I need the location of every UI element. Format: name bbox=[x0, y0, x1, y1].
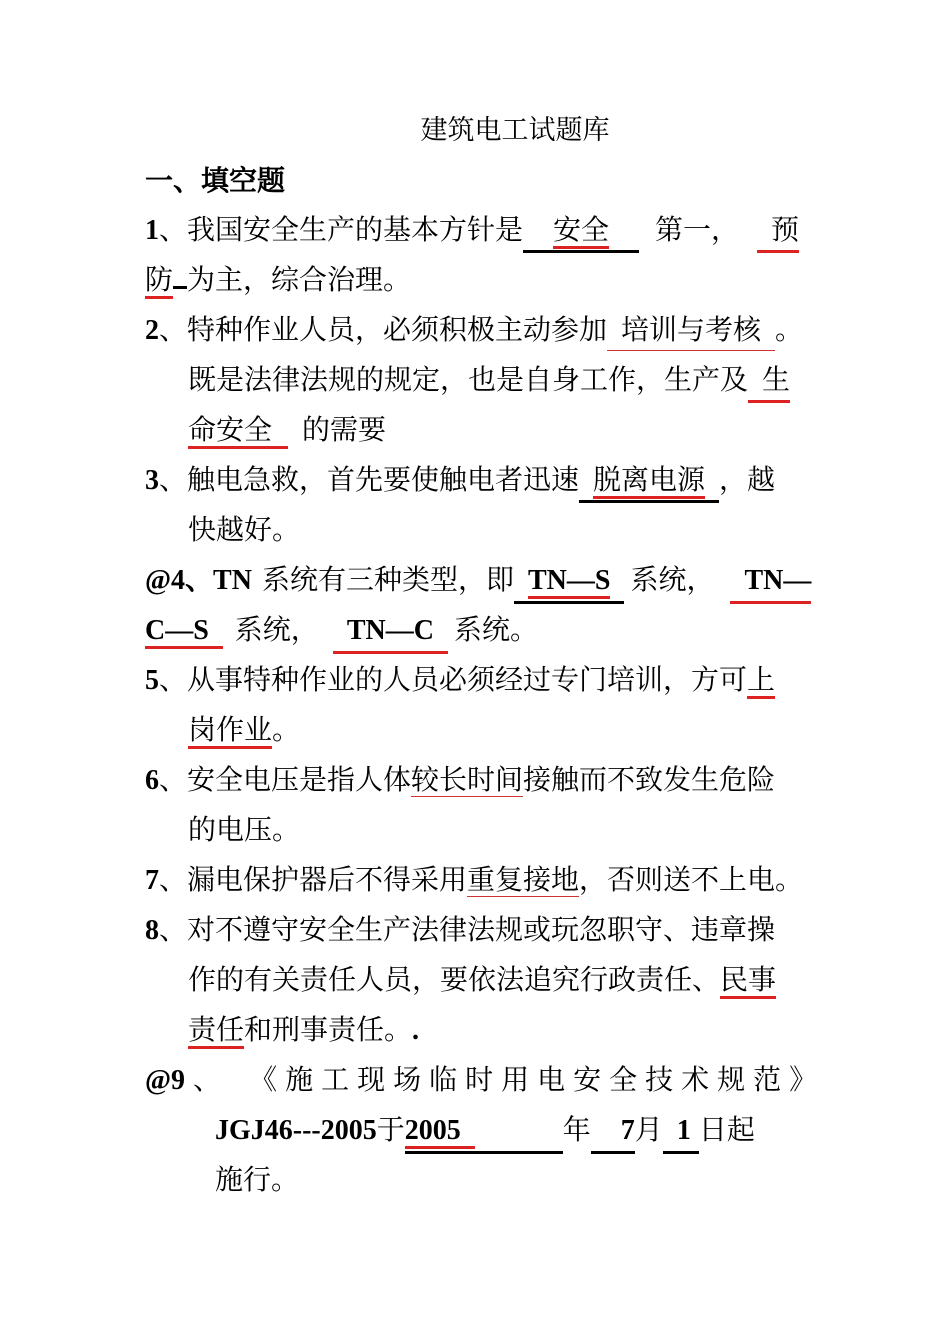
answer-text: 生 bbox=[748, 360, 790, 403]
answer-text: 民事 bbox=[720, 963, 776, 999]
question-text: 、TN bbox=[185, 565, 252, 596]
question-4-line-1 bbox=[145, 560, 811, 604]
answer-text: 防 bbox=[145, 263, 173, 299]
question-6-line-1 bbox=[145, 760, 775, 801]
answer-text: 培训与考核 bbox=[607, 310, 775, 351]
question-text: 、我国安全生产的基本方针是 bbox=[159, 213, 524, 246]
question-number: 6 bbox=[145, 765, 159, 796]
question-text: 的电压。 bbox=[188, 813, 301, 846]
answer-text: 安全 bbox=[553, 213, 609, 249]
question-text: 。 bbox=[775, 313, 804, 346]
answer-text: 命安全 bbox=[188, 413, 288, 449]
answer-text: 上 bbox=[747, 663, 775, 699]
question-text: ，否则送不上电。 bbox=[579, 863, 804, 896]
regulation-code: JGJ46---2005 bbox=[215, 1115, 377, 1146]
question-2-line-1 bbox=[145, 310, 803, 351]
question-text: 第一， bbox=[655, 213, 740, 246]
question-text: 和刑事责任。 bbox=[244, 1013, 413, 1046]
section-heading: 一、填空题 bbox=[145, 164, 286, 197]
question-number: 2 bbox=[145, 315, 159, 346]
question-3-line-2 bbox=[188, 510, 300, 550]
answer-text: 岗作业 bbox=[188, 713, 272, 749]
answer-text: TN— bbox=[730, 561, 811, 604]
question-text: 于 bbox=[376, 1113, 405, 1146]
question-text: 系统。 bbox=[453, 613, 538, 646]
question-text: 系统， bbox=[630, 563, 715, 596]
question-number: 5 bbox=[145, 665, 159, 696]
answer-blank bbox=[579, 460, 719, 503]
answer-text: 脱离电源 bbox=[593, 463, 705, 499]
question-number: @9 bbox=[145, 1065, 186, 1096]
answer-blank bbox=[405, 1111, 563, 1154]
question-9-line-3 bbox=[215, 1160, 299, 1200]
answer-text: 责任 bbox=[188, 1013, 244, 1049]
answer-blank bbox=[514, 561, 624, 604]
answer-text: 较长时间 bbox=[411, 763, 524, 796]
question-6-line-2 bbox=[188, 810, 300, 850]
document-title: 建筑电工试题库 bbox=[420, 115, 610, 146]
question-number: 7 bbox=[145, 865, 159, 896]
question-text: 系统， bbox=[234, 613, 319, 646]
question-text: 既是法律法规的规定，也是自身工作，生产及 bbox=[188, 363, 749, 396]
question-text: . bbox=[412, 1015, 420, 1046]
question-7-line-1 bbox=[145, 860, 803, 901]
question-text: 、安全电压是指人体 bbox=[159, 763, 412, 796]
question-8-line-2 bbox=[188, 960, 776, 1000]
question-5-line-1 bbox=[145, 660, 775, 701]
question-9-line-2 bbox=[215, 1110, 755, 1154]
question-text: 的需要 bbox=[302, 413, 387, 446]
answer-text: TN—C bbox=[333, 611, 448, 654]
question-text: 、特种作业人员，必须积极主动参加 bbox=[159, 313, 608, 346]
question-text: ，越 bbox=[719, 463, 776, 496]
answer-text: C—S bbox=[145, 615, 223, 649]
question-text: 、触电急救，首先要使触电者迅速 bbox=[159, 463, 580, 496]
question-text: 作的有关责任人员，要依法追究行政责任、 bbox=[188, 963, 721, 996]
question-text: 快越好。 bbox=[188, 513, 301, 546]
question-2-line-2 bbox=[188, 360, 790, 403]
answer-text: 预 bbox=[757, 210, 799, 253]
answer-text: 重复接地 bbox=[467, 863, 580, 896]
question-text: 日起 bbox=[698, 1113, 755, 1146]
regulation-title: 《施工现场临时用电安全技术规范》 bbox=[249, 1063, 826, 1096]
question-1-line-1 bbox=[145, 210, 799, 253]
answer-text: 2005 bbox=[405, 1115, 475, 1149]
question-text: 、对不遵守安全生产法律法规或玩忽职守、违章操 bbox=[159, 913, 776, 946]
question-number: 8 bbox=[145, 915, 159, 946]
question-5-line-2 bbox=[188, 710, 300, 750]
question-1-line-2 bbox=[145, 260, 411, 300]
answer-text: 1 bbox=[663, 1111, 699, 1154]
answer-text: 7 bbox=[591, 1111, 635, 1154]
question-4-line-2 bbox=[145, 610, 538, 654]
question-text: 月 bbox=[634, 1113, 663, 1146]
answer-blank bbox=[523, 210, 639, 253]
question-text: 。 bbox=[272, 713, 301, 746]
question-number: 1 bbox=[145, 215, 159, 246]
question-text: 、从事特种作业的人员必须经过专门培训，方可 bbox=[159, 663, 748, 696]
question-text: 接触而不致发生危险 bbox=[523, 763, 776, 796]
question-text: 施行。 bbox=[215, 1163, 300, 1196]
question-text: 、 bbox=[193, 1063, 222, 1096]
question-text: 为主，综合治理。 bbox=[187, 263, 412, 296]
question-number: 3 bbox=[145, 465, 159, 496]
question-9-line-1 bbox=[145, 1060, 825, 1101]
question-3-line-1 bbox=[145, 460, 775, 503]
question-2-line-3 bbox=[188, 410, 386, 450]
question-text: 、漏电保护器后不得采用 bbox=[159, 863, 468, 896]
question-8-line-3 bbox=[188, 1010, 419, 1051]
question-number: @4 bbox=[145, 565, 186, 596]
question-text: 年 bbox=[562, 1113, 591, 1146]
answer-text: TN—S bbox=[528, 565, 610, 599]
question-8-line-1 bbox=[145, 910, 775, 951]
question-text: 系统有三种类型，即 bbox=[261, 563, 514, 596]
